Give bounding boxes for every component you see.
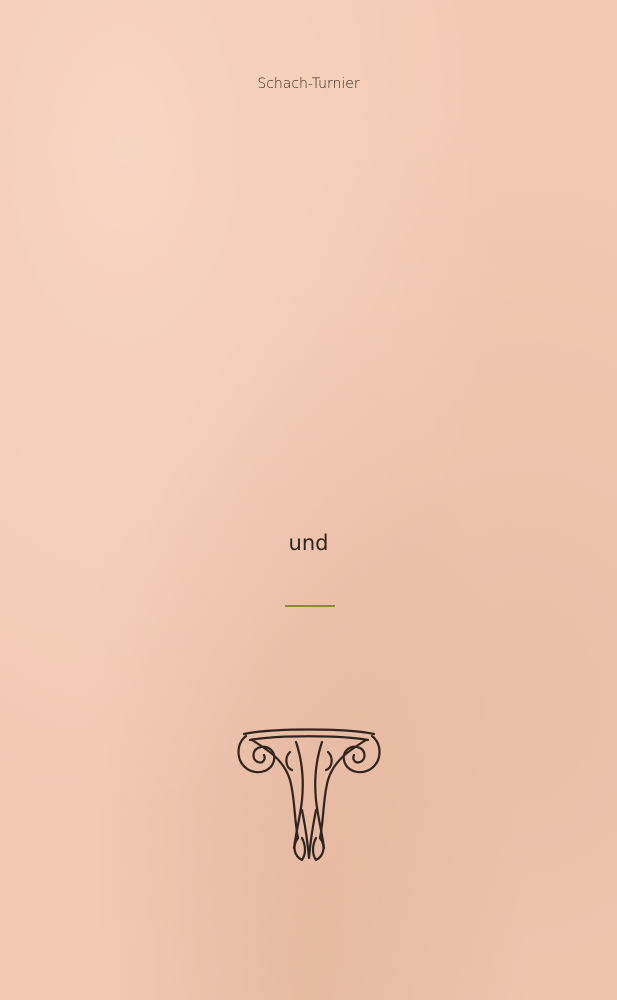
editors-names [0, 531, 617, 555]
editors-joiner: und [288, 531, 329, 555]
divider-rule [285, 605, 335, 607]
ornament-icon [232, 720, 386, 865]
title-line-schach-turnier: Schach-Turnier [257, 76, 360, 92]
